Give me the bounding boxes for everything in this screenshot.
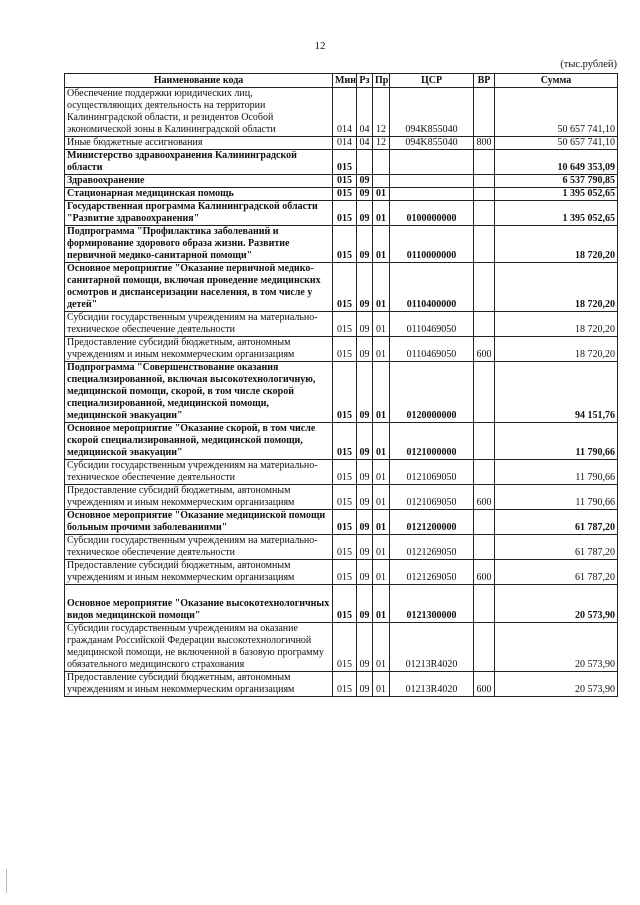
cell-csr: 0121269050 <box>390 560 474 585</box>
table-row <box>65 150 618 175</box>
cell-name: Основное мероприятие "Оказание первичной медико-санитарной помощи, включая проведение медицинских осмотров и диспансеризации населения, в том числе у детей" <box>65 263 333 312</box>
cell-min: 015 <box>333 362 357 423</box>
cell-min: 015 <box>333 312 357 337</box>
cell-name: Обеспечение поддержки юридических лиц, осуществляющих деятельность на территории Калининградской области, и резидентов Особой экономической зоны в Калининградской области <box>65 88 333 137</box>
header-min: Мин <box>333 74 357 88</box>
cell-vr <box>474 423 495 460</box>
cell-rz: 09 <box>357 312 373 337</box>
budget-table <box>64 73 618 697</box>
table-row <box>65 585 618 623</box>
cell-rz: 09 <box>357 263 373 312</box>
cell-min: 015 <box>333 510 357 535</box>
cell-min: 015 <box>333 201 357 226</box>
cell-name: Предоставление субсидий бюджетным, автономным учреждениям и иным некоммерческим организациям <box>65 337 333 362</box>
header-pr: Пр <box>373 74 390 88</box>
table-row <box>65 188 618 201</box>
cell-sum: 50 657 741,10 <box>495 88 618 137</box>
cell-name: Подпрограмма "Совершенствование оказания специализированной, включая высокотехнологичную, медицинской помощи, скорой, в том числе скорой специализированной, медицинской помощи, медицинской эвакуации" <box>65 362 333 423</box>
cell-min: 015 <box>333 672 357 697</box>
cell-csr <box>390 150 474 175</box>
cell-pr: 01 <box>373 263 390 312</box>
cell-rz: 09 <box>357 485 373 510</box>
cell-name: Субсидии государственным учреждениям на материально-техническое обеспечение деятельности <box>65 460 333 485</box>
cell-csr: 0121269050 <box>390 535 474 560</box>
cell-csr: 0121069050 <box>390 485 474 510</box>
table-row <box>65 510 618 535</box>
cell-pr: 01 <box>373 226 390 263</box>
cell-pr: 01 <box>373 188 390 201</box>
cell-pr: 01 <box>373 201 390 226</box>
cell-pr: 01 <box>373 460 390 485</box>
cell-rz <box>357 150 373 175</box>
cell-sum: 50 657 741,10 <box>495 137 618 150</box>
cell-pr: 01 <box>373 623 390 672</box>
cell-min: 015 <box>333 150 357 175</box>
cell-sum: 18 720,20 <box>495 226 618 263</box>
cell-sum: 61 787,20 <box>495 535 618 560</box>
cell-sum: 11 790,66 <box>495 423 618 460</box>
table-row <box>65 175 618 188</box>
cell-vr: 600 <box>474 560 495 585</box>
cell-min: 015 <box>333 337 357 362</box>
cell-sum: 61 787,20 <box>495 510 618 535</box>
cell-min: 015 <box>333 623 357 672</box>
cell-rz: 09 <box>357 535 373 560</box>
cell-vr <box>474 188 495 201</box>
cell-rz: 09 <box>357 672 373 697</box>
cell-sum: 1 395 052,65 <box>495 201 618 226</box>
cell-sum: 11 790,66 <box>495 485 618 510</box>
cell-csr: 0110000000 <box>390 226 474 263</box>
cell-vr: 600 <box>474 337 495 362</box>
cell-name: Министерство здравоохранения Калининградской области <box>65 150 333 175</box>
cell-min: 015 <box>333 535 357 560</box>
cell-sum: 20 573,90 <box>495 672 618 697</box>
cell-vr <box>474 460 495 485</box>
scan-edge-mark <box>6 869 7 893</box>
cell-pr: 01 <box>373 535 390 560</box>
cell-vr <box>474 312 495 337</box>
cell-min: 015 <box>333 460 357 485</box>
cell-csr <box>390 188 474 201</box>
table-row <box>65 460 618 485</box>
cell-rz: 09 <box>357 337 373 362</box>
table-row <box>65 423 618 460</box>
cell-rz: 09 <box>357 188 373 201</box>
cell-name: Предоставление субсидий бюджетным, автономным учреждениям и иным некоммерческим организациям <box>65 560 333 585</box>
cell-csr: 0100000000 <box>390 201 474 226</box>
cell-vr <box>474 201 495 226</box>
cell-sum: 10 649 353,09 <box>495 150 618 175</box>
cell-sum: 20 573,90 <box>495 585 618 623</box>
cell-rz: 09 <box>357 623 373 672</box>
cell-csr <box>390 175 474 188</box>
cell-sum: 11 790,66 <box>495 460 618 485</box>
cell-vr: 600 <box>474 485 495 510</box>
cell-min: 015 <box>333 585 357 623</box>
cell-pr: 12 <box>373 137 390 150</box>
cell-min: 015 <box>333 175 357 188</box>
cell-csr: 01213R4020 <box>390 672 474 697</box>
cell-vr <box>474 623 495 672</box>
cell-min: 014 <box>333 88 357 137</box>
header-rz: Рз <box>357 74 373 88</box>
page-number: 12 <box>314 40 326 52</box>
cell-vr <box>474 535 495 560</box>
cell-name: Иные бюджетные ассигнования <box>65 137 333 150</box>
units-label: (тыс.рублей) <box>560 59 617 70</box>
table-row <box>65 137 618 150</box>
cell-name: Субсидии государственным учреждениям на оказание гражданам Российской Федерации высокотехнологичной медицинской помощи, не включенной в базовую программу обязательного медицинского страхования <box>65 623 333 672</box>
cell-vr <box>474 88 495 137</box>
cell-min: 015 <box>333 188 357 201</box>
cell-min: 015 <box>333 560 357 585</box>
cell-vr <box>474 175 495 188</box>
cell-rz: 09 <box>357 585 373 623</box>
cell-pr: 01 <box>373 423 390 460</box>
cell-sum: 18 720,20 <box>495 337 618 362</box>
cell-min: 015 <box>333 226 357 263</box>
cell-pr: 01 <box>373 312 390 337</box>
cell-vr <box>474 226 495 263</box>
cell-rz: 09 <box>357 175 373 188</box>
cell-rz: 09 <box>357 362 373 423</box>
cell-sum: 6 537 790,85 <box>495 175 618 188</box>
table-row <box>65 560 618 585</box>
cell-name: Подпрограмма "Профилактика заболеваний и формирование здорового образа жизни. Развитие первичной медико-санитарной помощи" <box>65 226 333 263</box>
cell-name: Государственная программа Калининградской области "Развитие здравоохранения" <box>65 201 333 226</box>
cell-name: Субсидии государственным учреждениям на материально-техническое обеспечение деятельности <box>65 312 333 337</box>
cell-vr <box>474 585 495 623</box>
header-csr: ЦСР <box>390 74 474 88</box>
cell-csr: 0120000000 <box>390 362 474 423</box>
cell-name: Основное мероприятие "Оказание скорой, в том числе скорой специализированной, медицинской помощи, медицинской эвакуации" <box>65 423 333 460</box>
table-row <box>65 485 618 510</box>
cell-sum: 1 395 052,65 <box>495 188 618 201</box>
cell-name: Предоставление субсидий бюджетным, автономным учреждениям и иным некоммерческим организациям <box>65 672 333 697</box>
cell-min: 014 <box>333 137 357 150</box>
cell-vr: 800 <box>474 137 495 150</box>
cell-pr: 12 <box>373 88 390 137</box>
cell-rz: 09 <box>357 560 373 585</box>
cell-sum: 18 720,20 <box>495 263 618 312</box>
cell-vr <box>474 510 495 535</box>
table-row <box>65 226 618 263</box>
cell-csr: 0110469050 <box>390 337 474 362</box>
cell-csr: 01213R4020 <box>390 623 474 672</box>
table-body <box>65 88 618 697</box>
cell-rz: 04 <box>357 137 373 150</box>
header-sum: Сумма <box>495 74 618 88</box>
cell-csr: 0110400000 <box>390 263 474 312</box>
cell-min: 015 <box>333 485 357 510</box>
cell-min: 015 <box>333 263 357 312</box>
cell-name: Основное мероприятие "Оказание высокотехнологичных видов медицинской помощи" <box>65 585 333 623</box>
cell-sum: 61 787,20 <box>495 560 618 585</box>
table-row <box>65 535 618 560</box>
cell-rz: 04 <box>357 88 373 137</box>
table-row <box>65 88 618 137</box>
cell-pr: 01 <box>373 585 390 623</box>
cell-pr: 01 <box>373 560 390 585</box>
cell-csr: 0121300000 <box>390 585 474 623</box>
cell-pr: 01 <box>373 672 390 697</box>
cell-pr: 01 <box>373 362 390 423</box>
cell-csr: 094K855040 <box>390 137 474 150</box>
cell-csr: 0121200000 <box>390 510 474 535</box>
table-row <box>65 623 618 672</box>
table-row <box>65 312 618 337</box>
cell-vr <box>474 362 495 423</box>
cell-name: Стационарная медицинская помощь <box>65 188 333 201</box>
cell-vr: 600 <box>474 672 495 697</box>
cell-rz: 09 <box>357 460 373 485</box>
cell-pr: 01 <box>373 510 390 535</box>
header-vr: ВР <box>474 74 495 88</box>
cell-csr: 094K855040 <box>390 88 474 137</box>
table-row <box>65 337 618 362</box>
cell-rz: 09 <box>357 423 373 460</box>
cell-csr: 0110469050 <box>390 312 474 337</box>
cell-pr: 01 <box>373 485 390 510</box>
cell-rz: 09 <box>357 201 373 226</box>
cell-vr <box>474 263 495 312</box>
cell-name: Субсидии государственным учреждениям на материально-техническое обеспечение деятельности <box>65 535 333 560</box>
table-row <box>65 201 618 226</box>
cell-rz: 09 <box>357 510 373 535</box>
cell-pr <box>373 175 390 188</box>
table-row <box>65 362 618 423</box>
table-header-row <box>65 74 618 88</box>
table-row <box>65 263 618 312</box>
cell-name: Предоставление субсидий бюджетным, автономным учреждениям и иным некоммерческим организациям <box>65 485 333 510</box>
cell-name: Основное мероприятие "Оказание медицинской помощи больным прочими заболеваниями" <box>65 510 333 535</box>
cell-csr: 0121069050 <box>390 460 474 485</box>
cell-sum: 18 720,20 <box>495 312 618 337</box>
cell-csr: 0121000000 <box>390 423 474 460</box>
cell-vr <box>474 150 495 175</box>
cell-pr <box>373 150 390 175</box>
header-name: Наименование кода <box>65 74 333 88</box>
cell-sum: 20 573,90 <box>495 623 618 672</box>
cell-rz: 09 <box>357 226 373 263</box>
cell-min: 015 <box>333 423 357 460</box>
cell-sum: 94 151,76 <box>495 362 618 423</box>
table-row <box>65 672 618 697</box>
cell-name: Здравоохранение <box>65 175 333 188</box>
cell-pr: 01 <box>373 337 390 362</box>
